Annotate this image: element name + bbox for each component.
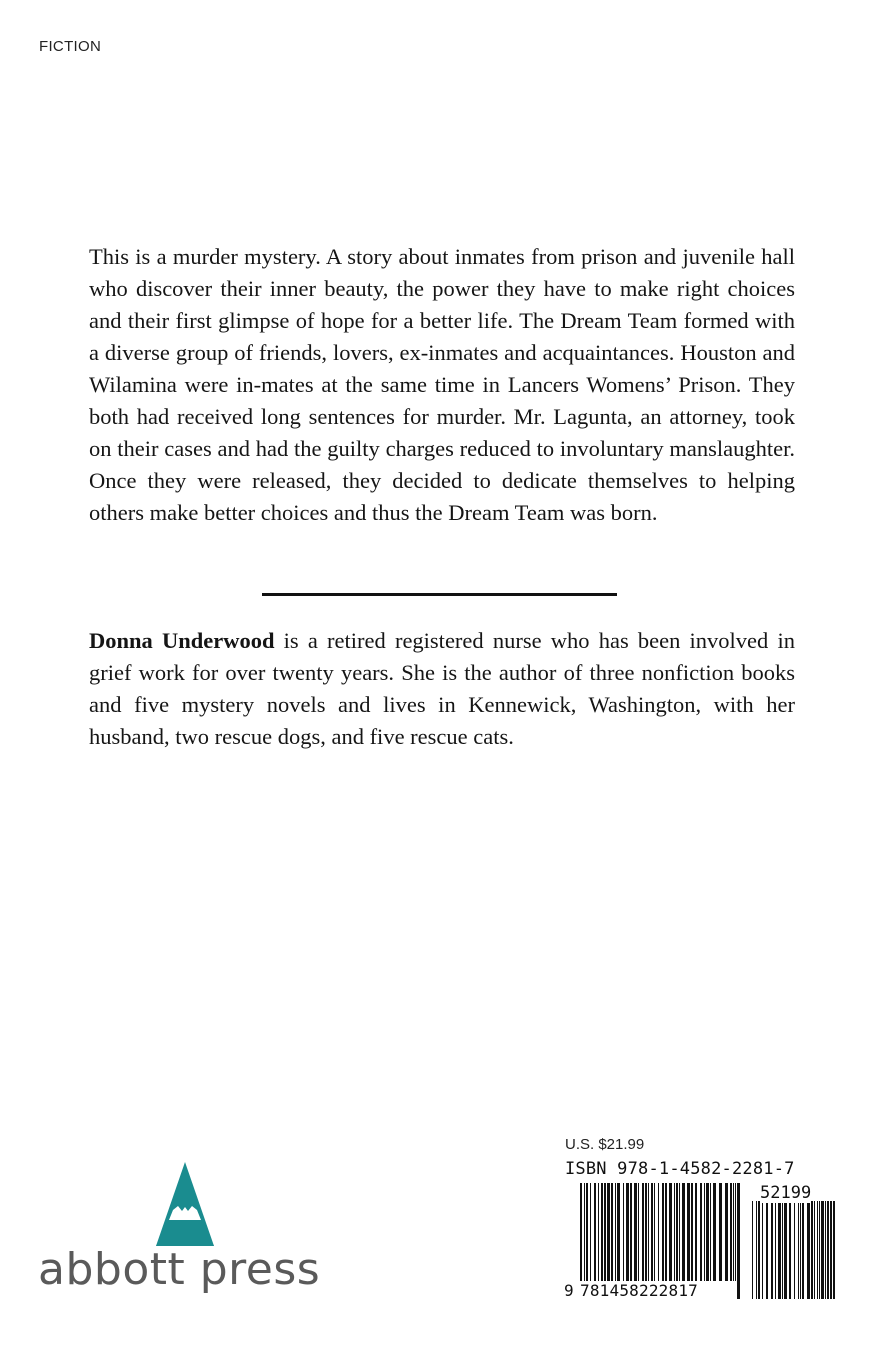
book-description: This is a murder mystery. A story about inmates from prison and juvenile hall who discover their inner beauty, the power they have to make right choices and their first glimpse of hope for a better life. The Dream Team formed with a diverse group of friends, lovers, ex-inmates and acquaintances. Houston and Wilamina were in-mates at the same time in Lancers Womens’ Prison. They both had received long sentences for murder. Mr. Lagunta, an attorney, took on their cases and had the guilty charges reduced to involuntary manslaughter. Once they were released, they decided to dedicate themselves to helping others make better choices and thus the Dream Team was born. xyxy=(89,244,795,525)
genre-label: FICTION xyxy=(39,38,102,55)
price-label: U.S. $21.99 xyxy=(565,1136,645,1153)
publisher-name: abbott press xyxy=(38,1244,321,1295)
author-bio xyxy=(89,625,795,753)
publisher-logo xyxy=(38,1162,338,1312)
author-bio-text: is a retired registered nurse who has been involved in grief work for over twenty years. She is the author of three nonfiction books and five mystery novels and lives in Kennewick, Washington, with her husband, two rescue dogs, and five rescue cats. xyxy=(89,628,795,749)
isbn-label: ISBN 978-1-4582-2281-7 xyxy=(565,1159,795,1179)
barcode-addon-digits: 52199 xyxy=(760,1183,812,1203)
barcode-lead-digit: 9 xyxy=(564,1281,574,1300)
author-name: Donna Underwood xyxy=(89,628,275,653)
barcode-digits: 781458222817 xyxy=(580,1281,736,1300)
mountain-peak-icon xyxy=(156,1162,214,1246)
section-divider xyxy=(262,593,617,596)
